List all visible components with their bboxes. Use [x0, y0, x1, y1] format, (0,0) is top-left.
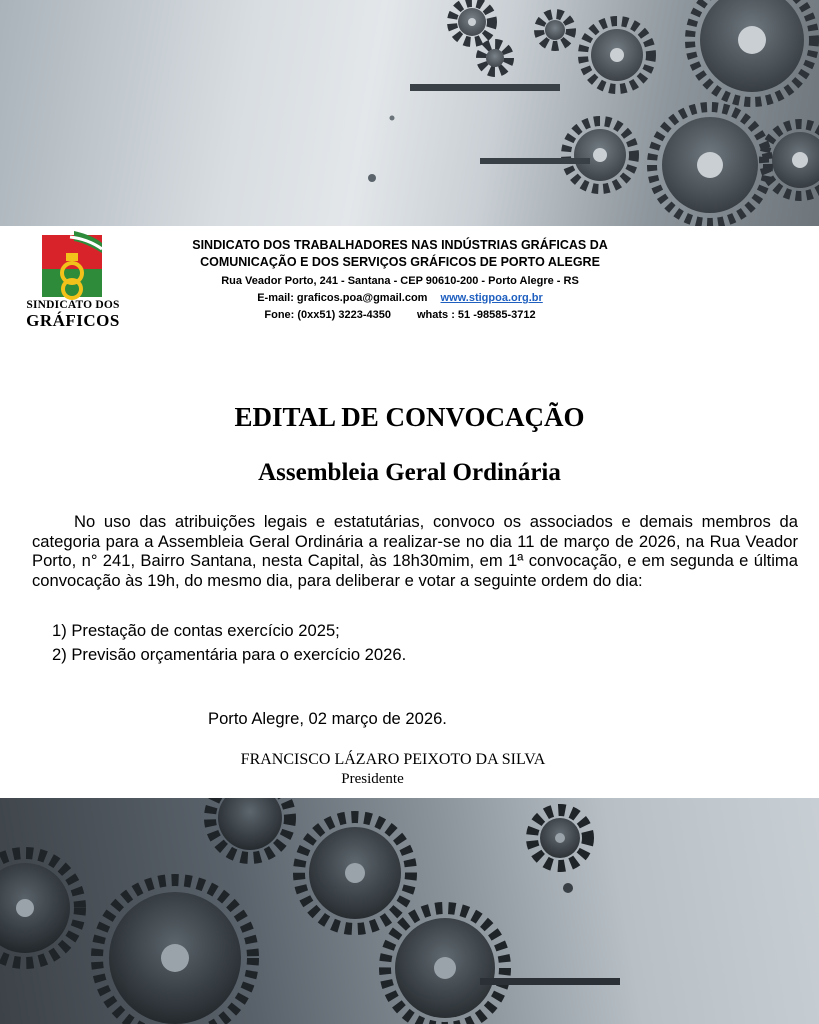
bottom-gears-banner: [0, 798, 819, 1024]
union-address: Rua Veador Porto, 241 - Santana - CEP 90610-200 - Porto Alegre - RS: [221, 275, 579, 287]
notice-title: EDITAL DE CONVOCAÇÃO: [234, 402, 585, 432]
whatsapp-text: whats : 51 -98585-3712: [416, 309, 536, 321]
signer-name: FRANCISCO LÁZARO PEIXOTO DA SILVA: [240, 751, 546, 768]
union-name-line1: SINDICATO DOS TRABALHADORES NAS INDÚSTRIAS GRÁFICAS DA: [192, 238, 608, 252]
logo-text-sindicato: SINDICATO DOS: [26, 299, 120, 311]
agenda-item: 2) Previsão orçamentária para o exercício 2026.: [52, 645, 407, 664]
top-gears-banner: [0, 0, 819, 226]
logo-text-graficos: GRÁFICOS: [26, 311, 120, 330]
gears-illustration-bottom: [0, 798, 819, 1024]
union-name-line2: COMUNICAÇÃO E DOS SERVIÇOS GRÁFICOS DE PORTO ALEGRE: [200, 255, 600, 269]
email-text: E-mail: graficos.poa@gmail.com: [257, 292, 428, 304]
notice-subtitle: Assembleia Geral Ordinária: [258, 459, 561, 486]
signer-role: Presidente: [341, 771, 404, 787]
notice-body: No uso das atribuições legais e estatutárias, convoco os associados e demais membros da categoria para a Assembleia Geral Ordinária a realizar-se no dia 11 de março de 2026, na Rua Veador Porto, n° 241, Bairro Santana, nesta Capital, às 18h30mim, em 1ª convocação, e em segunda e última convocação às 19h, do mesmo dia, para deliberar e votar a seguinte ordem do dia:: [32, 512, 798, 590]
website-link[interactable]: www.stigpoa.org.br: [440, 292, 543, 304]
place-date: Porto Alegre, 02 março de 2026.: [208, 709, 447, 728]
agenda-item: 1) Prestação de contas exercício 2025;: [52, 621, 340, 640]
gears-illustration-top: [0, 0, 819, 226]
contact-line-phone: [140, 309, 660, 321]
phone-text: Fone: (0xx51) 3223-4350: [264, 309, 391, 321]
contact-line-email: [140, 292, 660, 304]
